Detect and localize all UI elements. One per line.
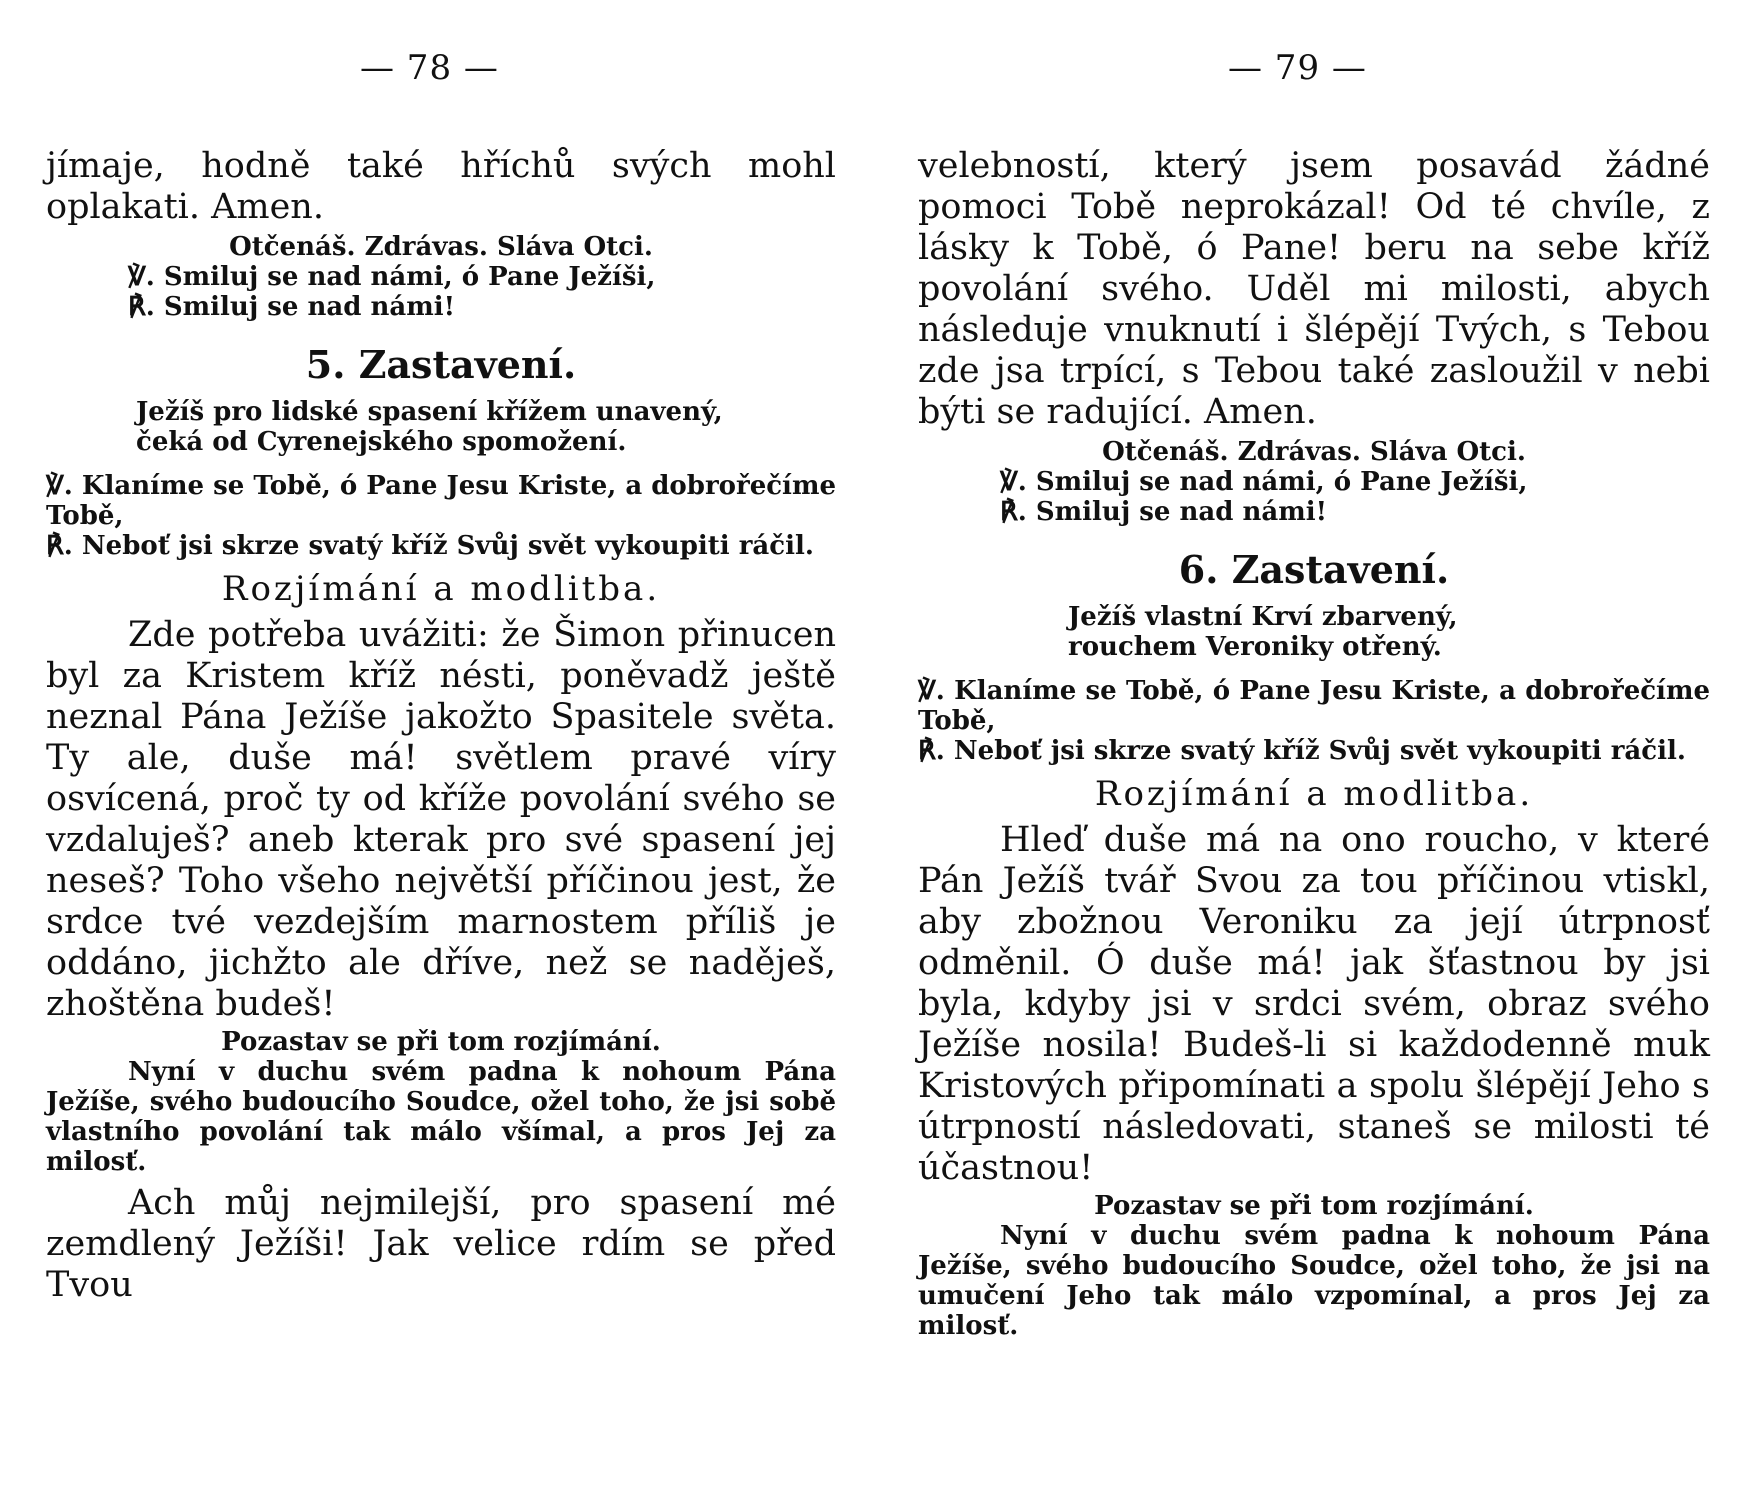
versicle: ℣. Smiluj se nad námi, ó Pane Ježíši, [128,262,656,292]
station-title: 5. Zastavení. [305,342,577,387]
versicle: ℣. Smiluj se nad námi, ó Pane Ježíši, [1000,467,1528,497]
pause-note: Pozastav se při tom rozjímání. [1094,1191,1534,1221]
prayer-list: Otčenáš. Zdrávas. Sláva Otci. [229,232,653,262]
prayer-text: Ach můj nejmilejší, pro spasení mé zemdlený Ježíši! Jak velice rdím se před Tvou [46,1183,836,1305]
continuation-text: velebností, který jsem posavád žádné pomoci Tobě neprokázal! Od té chvíle, z lásky k Tobě, ó Pane! beru na sebe kříž povolání svého. Uděl mi milosti, abych následuje vnuknutí i šlépějí Tvých, s Tebou zde jsa trpící, s Tebou také zasloužil v nebi býti se radující. Amen. [918,146,1710,432]
versicle: ℣. Klaníme se Tobě, ó Pane Jesu Kriste, a dobrořečíme Tobě, [46,471,836,531]
page-number: — 78 — [360,48,499,88]
section-heading: Rozjímání a modlitba. [221,569,661,609]
station-subtitle-line-2: rouchem Veroniky otřený. [1068,632,1442,662]
page-number: — 79 — [1228,48,1367,88]
right-column [918,146,1710,1341]
response: ℟. Neboť jsi skrze svatý kříž Svůj svět vykoupiti ráčil. [46,531,814,561]
station-subtitle-line-1: Ježíš vlastní Krví zbarvený, [1068,602,1458,632]
section-heading: Rozjímání a modlitba. [1094,774,1534,814]
station-subtitle-line-1: Ježíš pro lidské spasení křížem unavený, [136,397,723,427]
continuation-text: jímaje, hodně také hříchů svých mohl oplakati. Amen. [46,146,836,227]
prayer-list: Otčenáš. Zdrávas. Sláva Otci. [1102,437,1526,467]
instruction-text: Nyní v duchu svém padna k nohoum Pána Ježíše, svého budoucího Soudce, ožel toho, že jsi sobě vlastního povolání tak málo všímal, a pros Jej za milosť. [46,1057,836,1177]
left-column [46,146,836,1306]
right-page [872,0,1744,1500]
station-subtitle-line-2: čeká od Cyrenejského spomožení. [136,427,627,457]
pause-note: Pozastav se při tom rozjímání. [221,1027,661,1057]
meditation-text: Hleď duše má na ono roucho, v které Pán Ježíš tvář Svou za tou příčinou vtiskl, aby zbožnou Veroniku za její útrpnosť odměnil. Ó duše má! jak šťastnou by jsi byla, kdyby jsi v srdci svém, obraz svého Ježíše nosila! Budeš-li si každodenně muk Kristových připomínati a spolu šlépějí Jeho s útrpností následovati, staneš se milosti té účastnou! [918,820,1710,1188]
meditation-text: Zde potřeba uvážiti: že Šimon přinucen byl za Kristem kříž nésti, poněvadž ještě neznal Pána Ježíše jakožto Spasitele světa. Ty ale, duše má! světlem pravé víry osvícená, proč ty od kříže povolání svého se vzdaluješ? aneb kterak pro své spasení jej neseš? Toho všeho největší příčinou jest, že srdce tvé vezdejším marnostem příliš je oddáno, jichžto ale dříve, než se naděješ, zhoštěna budeš! [46,615,836,1024]
station-title: 6. Zastavení. [1178,547,1450,592]
versicle: ℣. Klaníme se Tobě, ó Pane Jesu Kriste, a dobrořečíme Tobě, [918,676,1710,736]
response: ℟. Smiluj se nad námi! [128,292,456,322]
response: ℟. Neboť jsi skrze svatý kříž Svůj svět vykoupiti ráčil. [918,736,1686,766]
response: ℟. Smiluj se nad námi! [1000,497,1328,527]
instruction-text: Nyní v duchu svém padna k nohoum Pána Ježíše, svého budoucího Soudce, ožel toho, že jsi na umučení Jeho tak málo vzpomínal, a pros Jej za milosť. [918,1221,1710,1341]
